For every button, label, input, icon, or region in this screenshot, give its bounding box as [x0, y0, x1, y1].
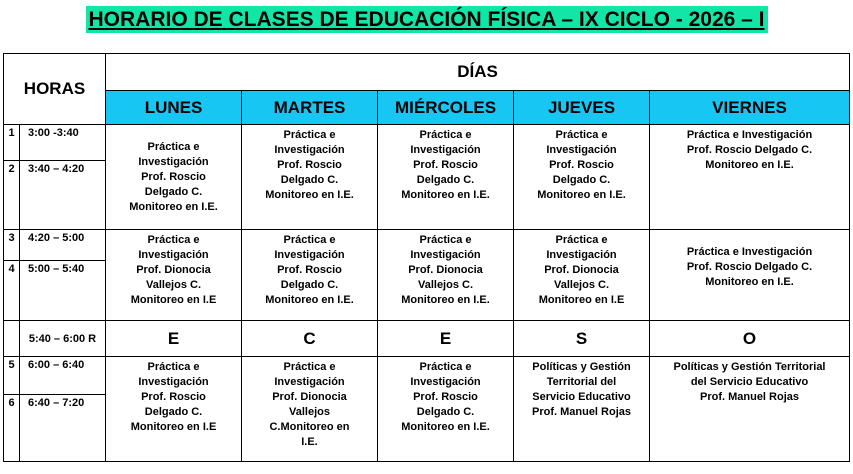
recess-letter: E	[378, 321, 514, 357]
class-cell-line: Monitoreo en I.E.	[265, 189, 354, 201]
class-cell-line: Delgado C.	[552, 174, 611, 186]
class-cell-line: Práctica e	[419, 129, 472, 141]
recess-letter: O	[650, 321, 850, 357]
class-cell	[106, 357, 242, 462]
class-cell-line: Práctica e Investigación	[686, 246, 813, 258]
class-cell-line: Prof. Roscio Delgado C.	[686, 144, 813, 156]
horas-header: HORAS	[4, 54, 106, 125]
class-cell-line: Práctica e Investigación	[686, 129, 813, 141]
class-cell-line: Monitoreo en I.E.	[705, 159, 794, 171]
slot-number: 4	[4, 261, 20, 321]
class-cell	[242, 125, 378, 230]
class-cell-line: Delgado C.	[280, 279, 339, 291]
class-cell-line: Investigación	[138, 156, 209, 168]
class-cell-line: Monitoreo en I.E.	[401, 421, 490, 433]
day-header-miercoles: MIÉRCOLES	[378, 91, 514, 125]
class-cell-line: Prof. Dionocia	[408, 264, 483, 276]
class-cell-line: Prof. Dionocia	[136, 264, 211, 276]
class-cell-line: Monitoreo en I.E.	[401, 189, 490, 201]
class-cell-line: Investigación	[410, 376, 481, 388]
class-cell-line: Delgado C.	[280, 174, 339, 186]
class-cell-line: Vallejos	[289, 406, 330, 418]
slot-number	[4, 321, 20, 357]
class-cell-line: Práctica e	[283, 361, 336, 373]
class-cell-line: Políticas y Gestión Territorial	[673, 361, 826, 373]
slot-time: 3:00 -3:40	[20, 125, 106, 161]
class-cell-line: Práctica e	[283, 234, 336, 246]
slot-time: 6:00 – 6:40	[20, 357, 106, 395]
class-cell	[514, 125, 650, 230]
class-cell-line: Prof. Roscio	[277, 264, 342, 276]
class-cell-line: Prof. Dionocia	[544, 264, 619, 276]
slot-number: 1	[4, 125, 20, 161]
class-cell	[106, 230, 242, 321]
class-cell-line: Prof. Roscio	[277, 159, 342, 171]
class-cell	[242, 230, 378, 321]
class-cell-line: Delgado C.	[144, 186, 203, 198]
recess-letter: E	[106, 321, 242, 357]
class-cell	[378, 357, 514, 462]
class-cell	[242, 357, 378, 462]
class-cell	[514, 357, 650, 462]
class-cell-line: Práctica e	[147, 141, 200, 153]
class-cell-line: del Servicio Educativo	[690, 376, 809, 388]
class-cell-line: Monitoreo en I.E.	[129, 201, 218, 213]
class-cell-line: Prof. Roscio	[141, 171, 206, 183]
day-header-viernes: VIERNES	[650, 91, 850, 125]
slot-time: 4:20 – 5:00	[20, 230, 106, 261]
class-cell-line: Monitoreo en I.E	[130, 294, 217, 306]
class-cell-line: Prof. Dionocia	[272, 391, 347, 403]
class-cell-line: Vallejos C.	[553, 279, 610, 291]
class-cell-line: Práctica e	[283, 129, 336, 141]
class-cell-line: Monitoreo en I.E.	[265, 294, 354, 306]
class-cell-line: Investigación	[138, 376, 209, 388]
recess-time: 5:40 – 6:00 R	[20, 321, 106, 357]
class-cell-line: Monitoreo en I.E.	[705, 276, 794, 288]
slot-number: 6	[4, 395, 20, 462]
class-cell-line: Práctica e	[147, 234, 200, 246]
class-cell	[650, 125, 850, 230]
class-cell-line: Monitoreo en I.E.	[537, 189, 626, 201]
class-cell-line: Práctica e	[555, 234, 608, 246]
class-cell-line: Territorial del	[546, 376, 617, 388]
class-cell-line: Delgado C.	[416, 406, 475, 418]
class-cell	[514, 230, 650, 321]
slot-time: 6:40 – 7:20	[20, 395, 106, 462]
class-cell	[378, 230, 514, 321]
class-cell-line: Monitoreo en I.E	[538, 294, 625, 306]
class-cell-line: Prof. Roscio Delgado C.	[686, 261, 813, 273]
slot-number: 5	[4, 357, 20, 395]
class-cell-line: Monitoreo en I.E	[130, 421, 217, 433]
slot-time: 5:00 – 5:40	[20, 261, 106, 321]
dias-header: DÍAS	[106, 54, 850, 91]
slot-time: 3:40 – 4:20	[20, 161, 106, 230]
class-cell-line: Prof. Roscio	[413, 159, 478, 171]
class-cell-line: Investigación	[274, 376, 345, 388]
class-cell-line: I.E.	[301, 436, 318, 448]
class-cell-line: Práctica e	[419, 234, 472, 246]
day-header-jueves: JUEVES	[514, 91, 650, 125]
class-cell-line: Práctica e	[419, 361, 472, 373]
day-header-lunes: LUNES	[106, 91, 242, 125]
class-cell-line: Prof. Manuel Rojas	[531, 406, 632, 418]
class-cell-line: Investigación	[274, 249, 345, 261]
class-cell-line: Políticas y Gestión	[532, 361, 631, 373]
class-cell	[106, 125, 242, 230]
class-cell-line: Investigación	[138, 249, 209, 261]
class-cell	[378, 125, 514, 230]
class-cell-line: Investigación	[410, 144, 481, 156]
class-cell-line: Práctica e	[555, 129, 608, 141]
class-cell-line: Investigación	[546, 144, 617, 156]
class-cell-line: Servicio Educativo	[532, 391, 631, 403]
slot-number: 2	[4, 161, 20, 230]
class-cell	[650, 230, 850, 321]
schedule-table	[3, 53, 850, 462]
recess-letter: C	[242, 321, 378, 357]
day-header-martes: MARTES	[242, 91, 378, 125]
class-cell-line: Práctica e	[147, 361, 200, 373]
class-cell-line: Delgado C.	[144, 406, 203, 418]
class-cell-line: Prof. Roscio	[413, 391, 478, 403]
class-cell-line: Delgado C.	[416, 174, 475, 186]
class-cell-line: Prof. Roscio	[141, 391, 206, 403]
class-cell-line: Vallejos C.	[145, 279, 202, 291]
class-cell-line: Prof. Manuel Rojas	[699, 391, 800, 403]
class-cell-line: Monitoreo en I.E.	[401, 294, 490, 306]
class-cell-line: C.Monitoreo en	[269, 421, 350, 433]
recess-letter: S	[514, 321, 650, 357]
class-cell-line: Investigación	[274, 144, 345, 156]
page-title: HORARIO DE CLASES DE EDUCACIÓN FÍSICA – IX CICLO - 2026 – I	[86, 6, 768, 33]
class-cell	[650, 357, 850, 462]
class-cell-line: Vallejos C.	[417, 279, 474, 291]
slot-number: 3	[4, 230, 20, 261]
class-cell-line: Investigación	[546, 249, 617, 261]
class-cell-line: Prof. Roscio	[549, 159, 614, 171]
class-cell-line: Investigación	[410, 249, 481, 261]
